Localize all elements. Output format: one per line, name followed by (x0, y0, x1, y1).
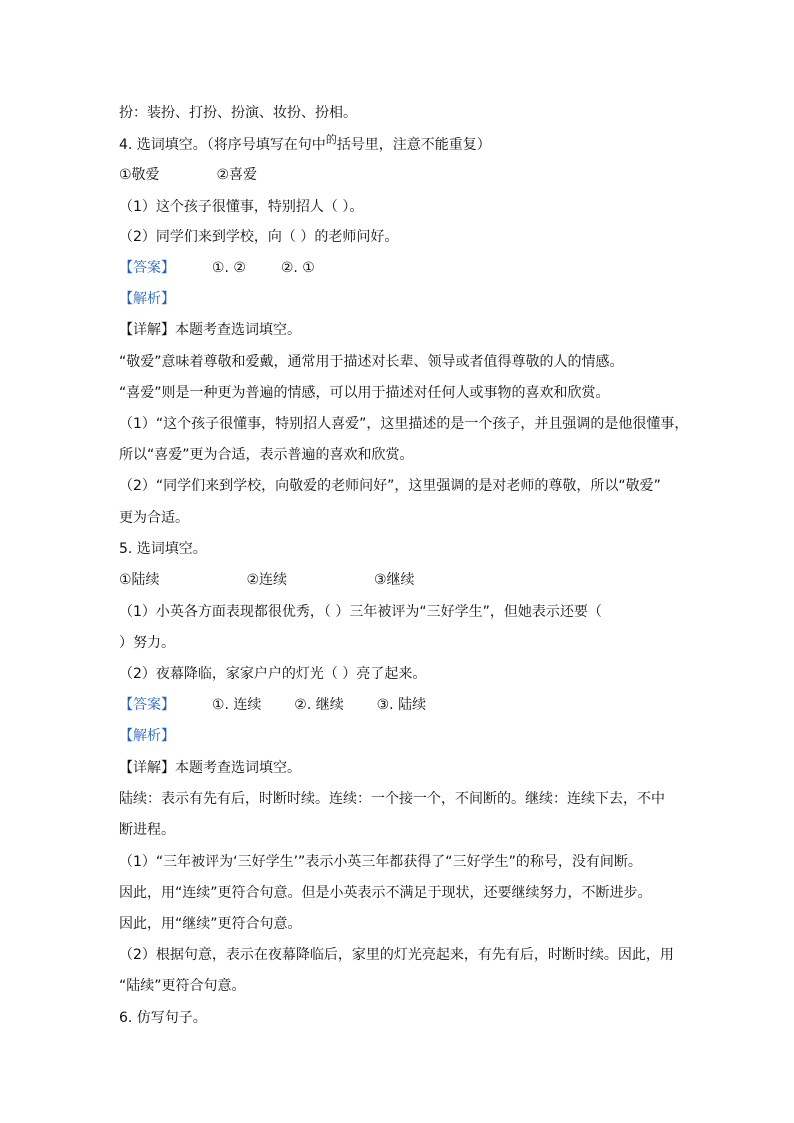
paragraph: “陆续”更符合句意。 (119, 978, 246, 994)
detail-text: 本题考查选词填空。 (175, 322, 301, 338)
title-part: 括号里，注意不能重复） (336, 137, 491, 153)
sentence: （2）夜幕降临，家家户户的灯光（ ）亮了起来。 (119, 666, 427, 682)
option: ③继续 (373, 572, 415, 588)
paragraph: 所以“喜爱”更为合适，表示普遍的喜欢和欣赏。 (119, 447, 414, 463)
paragraph: 陆续：表示有先有后，时断时续。连续：一个接一个，不间断的。继续：连续下去，不中 (119, 791, 665, 807)
detail-tag: 【详解】 (119, 760, 175, 776)
text-line: 扮：装扮、打扮、扮演、妆扮、扮相。 (119, 105, 357, 121)
stray-char: 的 (325, 133, 337, 146)
answer-row (119, 696, 689, 714)
options-row (119, 166, 689, 184)
options-row (119, 571, 689, 589)
analysis-tag: 【解析】 (119, 291, 175, 307)
detail-row (119, 321, 689, 339)
option: ①敬爱 (119, 167, 160, 183)
paragraph: 断进程。 (119, 822, 175, 838)
paragraph: 因此，用“继续”更符合句意。 (119, 916, 302, 932)
answer-tag: 【答案】 (119, 697, 175, 713)
answer-item: ①. ② (211, 260, 246, 276)
answer-item: ③. 陆续 (376, 697, 427, 713)
paragraph: 更为合适。 (119, 510, 189, 526)
answer-tag: 【答案】 (119, 260, 175, 276)
paragraph: （2）“同学们来到学校，向敬爱的老师问好”，这里强调的是对老师的尊敬，所以“敬爱” (119, 478, 661, 494)
sentence: ）努力。 (119, 635, 175, 651)
answer-item: ②. 继续 (294, 697, 344, 713)
answer-item: ②. ① (280, 260, 315, 276)
sentence: （1）小英各方面表现都很优秀，（ ）三年被评为“三好学生”，但她表示还要（ (119, 604, 602, 620)
paragraph: （2）根据句意，表示在夜幕降临后，家里的灯光亮起来，有先有后，时断时续。因此，用 (119, 947, 674, 963)
answer-item: ①. 连续 (211, 697, 262, 713)
sentence: （2）同学们来到学校，向（ ）的老师问好。 (119, 229, 399, 245)
question-6-title: 6. 仿写句子。 (119, 1010, 207, 1026)
question-5-title: 5. 选词填空。 (119, 541, 207, 557)
detail-text: 本题考查选词填空。 (175, 760, 301, 776)
answer-row (119, 259, 689, 277)
paragraph: （1）“三年被评为‘三好学生’”表示小英三年都获得了“三好学生”的称号，没有间断。 (119, 854, 642, 870)
option: ②喜爱 (216, 167, 258, 183)
detail-tag: 【详解】 (119, 322, 175, 338)
paragraph: （1）“这个孩子很懂事，特别招人喜爱”，这里描述的是一个孩子，并且强调的是他很懂事， (119, 416, 689, 432)
option: ②连续 (246, 572, 288, 588)
sentence: （1）这个孩子很懂事，特别招人（ ）。 (119, 199, 364, 215)
analysis-tag: 【解析】 (119, 728, 175, 744)
option: ①陆续 (119, 572, 160, 588)
paragraph: “喜爱”则是一种更为普遍的情感，可以用于描述对任何人或事物的喜欢和欣赏。 (119, 385, 610, 401)
title-part: 4. 选词填空。（将序号填写在句中 (119, 137, 326, 153)
question-4-title (119, 133, 689, 155)
detail-row (119, 759, 689, 777)
paragraph: 因此，用“连续”更符合句意。但是小英表示不满足于现状，还要继续努力，不断进步。 (119, 885, 652, 901)
paragraph: “敬爱”意味着尊敬和爱戴，通常用于描述对长辈、领导或者值得尊敬的人的情感。 (119, 354, 624, 370)
